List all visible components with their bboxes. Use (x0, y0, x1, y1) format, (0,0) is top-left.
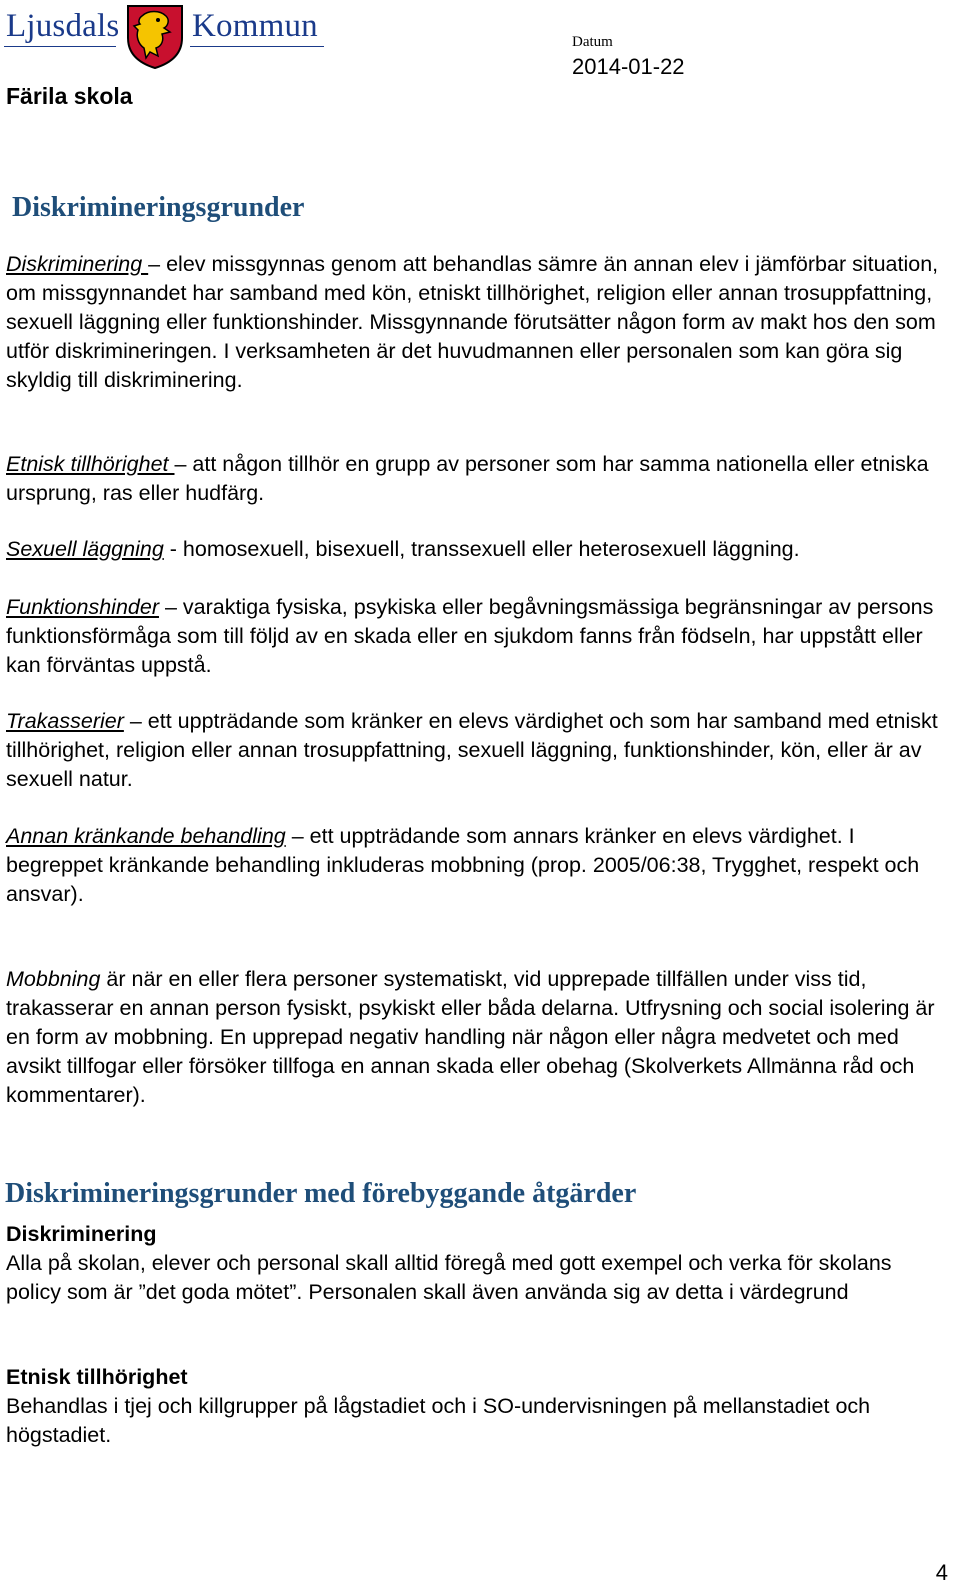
definition-paragraph (6, 707, 951, 794)
subsection-title: Diskriminering (6, 1222, 157, 1246)
lion-crest-icon (124, 2, 186, 70)
subsection-text: Alla på skolan, elever och personal skall alltid föregå med gott exempel och verka för skolans policy som är ”det goda mötet”. Personalen skall även använda sig av detta i värdegrund (6, 1251, 892, 1304)
definition-term: Diskriminering (6, 252, 149, 276)
definition-term: Annan kränkande behandling (6, 824, 286, 848)
logo-underline (4, 46, 116, 47)
definition-text: - homosexuell, bisexuell, transsexuell eller heterosexuell läggning. (163, 537, 800, 561)
definition-paragraph (6, 250, 951, 395)
definition-paragraph (6, 450, 951, 508)
definition-paragraph (6, 535, 951, 564)
date-value: 2014-01-22 (572, 54, 685, 79)
definition-term: Etnisk tillhörighet (6, 452, 175, 476)
definition-term: Mobbning (6, 967, 101, 991)
school-name: Färila skola (6, 83, 133, 109)
page-number: 4 (935, 1560, 948, 1585)
section-heading: Diskrimineringsgrunder (12, 192, 305, 223)
logo-text-ljusdals: Ljusdals (6, 8, 120, 44)
definition-term: Funktionshinder (6, 595, 159, 619)
logo-underline (190, 46, 324, 47)
definition-text: – varaktiga fysiska, psykiska eller begåvningsmässiga begränsningar av persons funktionsförmåga som till följd av en skada eller en sjukdom fanns från födseln, har uppstått eller kan förväntas uppstå. (6, 595, 934, 677)
definition-text: – elev missgynnas genom att behandlas sämre än annan elev i jämförbar situation, om missgynnandet har samband med kön, etniskt tillhörighet, religion eller annan trosuppfattning, sexuell läggning eller funktionshinder. Missgynnande förutsätter någon form av makt hos den som utför diskrimineringen. I verksamheten är det huvudmannen eller personalen som kan göra sig skyldig till diskriminering. (6, 252, 939, 392)
definition-term: Trakasserier (6, 709, 124, 733)
section-heading: Diskrimineringsgrunder med förebyggande åtgärder (5, 1178, 637, 1209)
definition-text: – att någon tillhör en grupp av personer som har samma nationella eller etniska ursprung, ras eller hudfärg. (6, 452, 929, 505)
definition-term: Sexuell läggning (6, 537, 164, 561)
date-label: Datum (572, 34, 613, 50)
definition-text: – ett uppträdande som kränker en elevs värdighet och som har samband med etniskt tillhörighet, religion eller annan trosuppfattning, sexuell läggning, funktionshinder, kön, eller är av sexuell natur. (6, 709, 938, 791)
subsection-title: Etnisk tillhörighet (6, 1365, 188, 1389)
definition-text: är när en eller flera personer systematiskt, vid upprepade tillfällen under viss tid, trakasserar en annan person fysiskt, psykiskt eller båda delarna. Utfrysning och social isolering är en form av mobbning. En upprepad negativ handling när någon eller några medvetet och med avsikt tillfogar eller försöker tillfoga en annan skada eller obehag (Skolverkets Allmänna råd och kommentarer). (6, 967, 935, 1107)
definition-text: – ett uppträdande som annars kränker en elevs värdighet. I begreppet kränkande behandling inkluderas mobbning (prop. 2005/06:38, Trygghet, respekt och ansvar). (6, 824, 920, 906)
logo-text-kommun: Kommun (192, 8, 318, 44)
subsection-text: Behandlas i tjej och killgrupper på lågstadiet och i SO-undervisningen på mellanstadiet och högstadiet. (6, 1394, 871, 1447)
mobbning-paragraph (6, 965, 951, 1110)
definition-paragraph (6, 822, 951, 909)
definition-paragraph (6, 593, 951, 680)
